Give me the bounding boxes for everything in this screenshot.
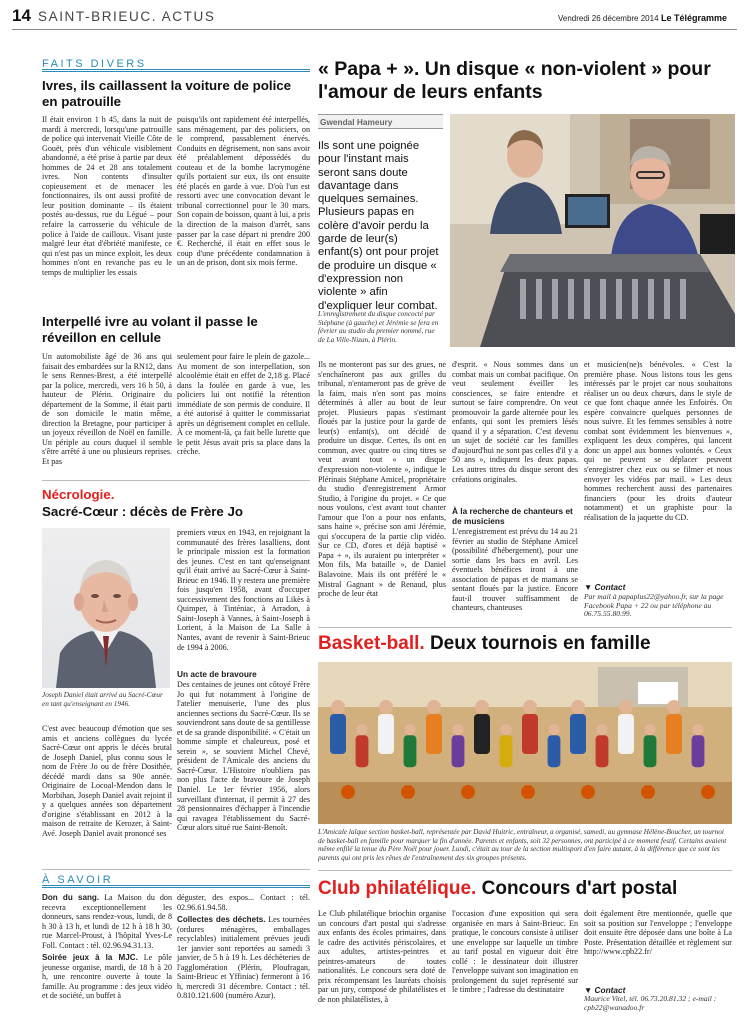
don-du-sang-text: La Maison du don recevra exceptionnellement les donneurs, sans rendez-vous, lundi, de 8 h 30 à 13 h, et lundi de 12 h à 18 h 30, rue Marcel-Proust, à l'hôpital Yves-Le Foll. Contact : tél. 02.96.94.31.13. [42,893,172,950]
issue-date: Vendredi 26 décembre 2014 [558,14,659,23]
basket-kicker: Basket-ball. [318,633,425,654]
a-savoir-col-2 [177,893,310,1019]
section-name: SAINT-BRIEUC. ACTUS [38,9,216,24]
papa-col-3: et musicien(ne)s bénévoles. « C'est la première phase. Nous listons tous les gens intéressés par le projet car nous souhaitons réaliser un ou deux chœurs, dans le style de ce que font chaque année les Enfoirés. On espère convaincre quelques personnes de nous suivre. Et les femmes sensibles à notre combat sont évidemment les bienvenues », expliquent les deux compères, qui lancent donc un appel aux bonnes volontés. « Ceux qui ne peuvent se déplacer peuvent s'enregistrer chez eux ou se filmer et nous envoyer les vidéos par mail. » Les deux hommes recherchent aussi des partenaires financiers (pour les droits d'auteur notamment) et un graphiste pour la réalisation de la jaquette du CD. [584,360,732,522]
philatelique-kicker: Club philatélique. [318,878,477,899]
byline-text: Gwendal Hameury [320,117,393,127]
papa-headline-text: « Papa + ». Un disque « non-violent » pour l'amour de leurs enfants [318,58,711,103]
faits-divers-1-col-1: Il était environ 1 h 45, dans la nuit de mardi à mercredi, lorsqu'une patrouille de police qui intervenait Vieille Côte de Gouët, près d'un véhicule visiblement abandonné, a été prise à partie par deux hommes de 24 et 28 ans totalement ivres. Non contents d'insulter copieusement et de menacer les fonctionnaires, ils ont aussi profité de leur position dominante – ils étaient postés au-dessus, rue du Légué – pour refaire la carrosserie du véhicule de police à l'aide de cailloux. Visant juste malgré leur état d'ébriété manifeste, ce qui n'est pas un mince exploit, les deux hommes n'ont en revanche pas eu le temps de multiplier les essais [42,115,172,277]
a-savoir-col-1 [42,893,172,1019]
basket-team-photo [318,662,732,824]
papa-lead: Ils sont une poignée pour l'instant mais seront sans doute davantage dans quelques semaines. Plusieurs papas en colère d'avoir perdu la garde de leur(s) enfant(s) ont pour projet de produire un disque « d'expression non violente » afin d'expliquer leur combat. [318,140,439,312]
divider [42,480,310,481]
page-number: 14 [12,6,31,25]
necrologie-col-2b: Des centaines de jeunes ont côtoyé Frère Jo qui fut notamment à l'origine de l'atelier menuiserie, l'une des plus anciennes sections du Sacré-Cœur. Ils se souviendront sans doute de sa gentillesse et de sa grande disponibilité. « C'était un homme simple et chaleureux, posé et serein », se souvient Michel Chevé, président de l'Amicale des anciens du Sacré-Cœur. L'Histoire n'oubliera pas non plus l'acte de bravoure de Joseph Daniel. Le 1er février 1956, alors surveillant d'internat, il permit à 27 des 28 pensionnaires d'échapper à l'incendie qui ravagea l'établissement du Sacré-Cœur alors situé rue Saint-Benoît. [177,680,310,833]
faits-divers-2-col-1: Un automobiliste âgé de 36 ans qui faisait des embardées sur la RN12, dans le sens Rennes-Brest, a été interpellé par la police, mercredi, vers 16 h 50, à hauteur de Plérin. Originaire du département de la Somme, il était parti de son domicile le matin même, direction la Bretagne, pour participer à un joyeux réveillon de Noël en famille. Un périple au cours duquel il semble s'être arrêté à une ou plusieurs reprises. Et pas [42,352,172,467]
faits-divers-2-col-2: seulement pour faire le plein de gazole... Au moment de son interpellation, son alcoolémie était en effet de 2,18 g. Placé dans la foulée en garde à vue, les policiers lui ont notifié la rétention immédiate de son permis de conduire. Il a été autorisé à quitter le commissariat après un dégrisement complet en cellule. À ce moment-là, ça fait belle lurette que le petit Jésus avait pris sa place dans la crèche. [177,352,310,457]
philatelique-col-1: Le Club philatélique briochin organise un concours d'art postal qui s'adresse aux enfants des écoles primaires, dans le cadre des activités périscolaires, et aux adultes, artistes-peintres et peintres-amateurs de toutes nationalités. Le concours sera doté de prix récompensant les lauréats choisis par un jury, composé de philatélistes et de non philatélistes, à [318,909,446,1004]
papa-col-1: Ils ne monteront pas sur des grues, ne s'enchaîneront pas aux grilles du tribunal, n'entameront pas de grève de la faim, mais n'en sont pas moins déterminés à aller au bout de leur projet. Plusieurs papas s'estimant floués par la justice pour la garde de leur(s) enfant(s), ont décidé de produire un disque. Certes, ils ont en commun, avec quatre ou cinq titres se veut avant tout « un disque d'expression non-violente », indique le Plérinais Stéphane Amicel, propriétaire du studio d'enregistrement Armor Studio, à l'origine du projet. « Ce que nous voulons, c'est avant tout chanter l'amour que l'on a pour nos enfants, sans haine », précise son ami Jérémie, qui s'occupera de la partie clip vidéo. Sur ce CD, d'ores et déjà baptisé « Papa + », ils auraient pu interpréter « Mon fils, Ma bataille », de Daniel Balavoine. Mais ils ont préféré le « Mistral Gagnant » de Renaud, plus proche de leur état [318,360,446,599]
philatelique-col-2: l'occasion d'une exposition qui sera organisée en mars à Saint-Brieuc. En pratique, le concours consiste à utiliser une enveloppe sur laquelle un timbre au tarif postal en vigueur doit être collé : le dessinateur doit illustrer l'enveloppe suivant son imagination en prolongement du sujet représenté sur le timbre ; l'adresse du destinataire [452,909,578,995]
frere-jo-portrait [42,528,170,688]
necrologie-col-2a: premiers vœux en 1943, en rejoignant la communauté des frères lasalliens, dont le principale mission est la formation des jeunes. C'est en tant qu'enseignant qu'il était arrivé au Sacré-Cœur à Saint-Brieuc en 1946. Il y restera une première fois jusqu'en 1958, avant d'occuper successivement des fonctions au Likès à Quimper, à Tinténiac, à Arradon, à Saint-Joseph à Vannes, à Saint-Joseph à Lorient, à la Maison de La Salle à Nantes, avant de revenir à Saint-Brieuc de 1994 à 2006. [177,528,310,652]
necrologie-caption: Joseph Daniel était arrivé au Sacré-Cœur en tant qu'enseignant en 1946. [42,691,163,708]
faits-divers-headline-2: Interpellé ivre au volant il passe le réveillon en cellule [42,314,258,345]
papa-contact-text: Par mail à papaplus22@yahoo.fr, sur la page Facebook Papa + 22 ou par téléphone au 06.75.55.80.99. [584,592,724,619]
faits-divers-band [42,58,310,72]
papa-col-2a: d'esprit. « Nous sommes dans un combat mais un combat pacifique. On veut seulement éveiller les consciences, se faire entendre et surtout se faire comprendre. On veut promouvoir la garde alternée pour les enfants, qui sont les premiers lésés quand il y a séparation. C'est devenu un sujet de société car les familles d'aujourd'hui ne sont pas celles d'il y a 50 ans », indiquent les deux papas. Les autres titres du disque seront des créations originales. [452,360,578,484]
papa-col-2b: L'enregistrement est prévu du 14 au 21 février au studio de Stéphane Amicel (possibilité d'hébergement), pour une sortie dans les bacs en avril. Les éventuels bénéfices iront à une association de papas et de mamans se sentant floués par la justice. Encore faut-il trouver suffisamment de chanteurs, chanteuses [452,527,578,613]
basket-title: Deux tournois en famille [429,633,651,654]
don-du-sang-heading: Don du sang. [42,893,100,902]
necrologie-headline: Sacré-Cœur : décès de Frère Jo [42,504,244,519]
page-header [12,6,737,30]
philatelique-headline [318,878,677,900]
a-savoir-band [42,874,310,888]
philatelique-contact-text: Maurice Vitel, tél. 06.73.20.81.32 ; e-mail : cpb22@wanadoo.fr [584,994,717,1012]
soiree-jeux-heading: Soirée jeux à la MJC. [42,953,138,963]
soiree-jeux-text: Le pôle jeunesse organise, mardi, de 18 h à 20 h, une rencontre ouverte à toute la famille. Au programme : des jeux vidéo et de société, un buffet à [42,953,173,1001]
papa-subhead: À la recherche de chanteurs et de musiciens [452,506,573,526]
newspaper-name: Le Télégramme [661,13,728,23]
papa-byline [318,114,443,129]
necrologie-col-1: C'est avec beaucoup d'émotion que ses amis et anciens collègues du lycée Sacré-Cœur ont appris le décès brutal de Joseph Daniel, plus connu sous le nom de Frère Jo ou de frère Dosithée, décédé mardi dans sa 90e année. Originaire de Locoal-Mendon dans le Morbihan, Joseph Daniel avait rejoint il y a quelques années son département d'origine s'établissant en 2012 à la maison de retraite de Kerozer, à Saint-Avé. Joseph Daniel avait prononcé ses [42,724,172,839]
philatelique-contact-heading: ▼ Contact [584,985,626,995]
soiree-jeux-continuation: déguster, des expos... Contact : tél. 02.96.61.94.58. [177,893,310,912]
a-savoir-label: À SAVOIR [42,874,114,886]
collectes-text: Les tournées (ordures ménagères, emballages recyclables) initialement prévues jeudi 1er janvier sont reportées au samedi 3 janvier, de 5 h à 19 h. Les déchèteries de l'agglomération (Plérin, Ploufragan, Saint-Brieuc et Yffiniac) fermeront à 16 h, mercredi 31 décembre. Contact : tél. 0.810.121.600 (numéro Azur). [177,915,310,1001]
faits-divers-1-col-2: puisqu'ils ont rapidement été interpellés, sans ménagement, par des policiers, on le comprend, passablement énervés. Conduits en dégrisement, non sans avoir été préalablement dépossédés du couteau et de la bombe lacrymogène qu'ils portaient sur eux, ils ont ensuite été placés en garde à vue. D'où l'un est ressorti avec une convocation devant le tribunal correctionnel pour le 30 mars. Son copain de boisson, quant à lui, a pris la direction de la maison d'arrêt, sans passer par la case départ ni prendre 200 €. Recherché, il était en effet sous le coup d'une précédente condamnation à un an de prison, dont six mois ferme. [177,115,310,268]
philatelique-title: Concours d'art postal [481,878,678,899]
philatelique-col-3: doit également être mentionnée, quelle que soit sa position sur l'enveloppe ; l'enveloppe doit ensuite être déposée dans une boîte à La Poste. Présentation détaillée et règlement sur http://www.cpb22.fr/ [584,909,732,957]
faits-divers-headline-1: Ivres, ils caillassent la voiture de police en patrouille [42,78,292,109]
divider [318,627,732,628]
collectes-heading: Collectes des déchets. [177,915,266,925]
basket-caption: L'Amicale laïque section basket-ball, représentée par David Huitric, entraîneur, a organisé, samedi, au gymnase Hélène-Boucher, un tournoi de basket-ball en famille pour marquer la fin d'année. Parents et enfants, soit 32 personnes, ont participé à ce moment festif. Certains avaient même enfilé la tenue du Père Noël pour jouer. Lundi, c'était au tour de la section multisport d'en faire autant, à la différence que ce sont les parents qui ont pris les rênes de l'entraînement des six groupes présents. [318,828,727,862]
papa-headline [318,58,730,104]
divider [42,869,310,870]
divider [318,870,732,871]
necrologie-subhead: Un acte de bravoure [177,669,257,679]
faits-divers-label: FAITS DIVERS [42,58,147,70]
studio-caption: L'enregistrement du disque concocté par Stéphane (à gauche) et Jérémie se fera en février au studio du premier nommé, rue de La Ville-Nizan, à Plérin. [318,310,439,344]
studio-photo [450,114,735,347]
basket-headline [318,633,651,655]
necrologie-kicker: Nécrologie. [42,487,115,502]
papa-contact-heading: ▼ Contact [584,582,626,592]
